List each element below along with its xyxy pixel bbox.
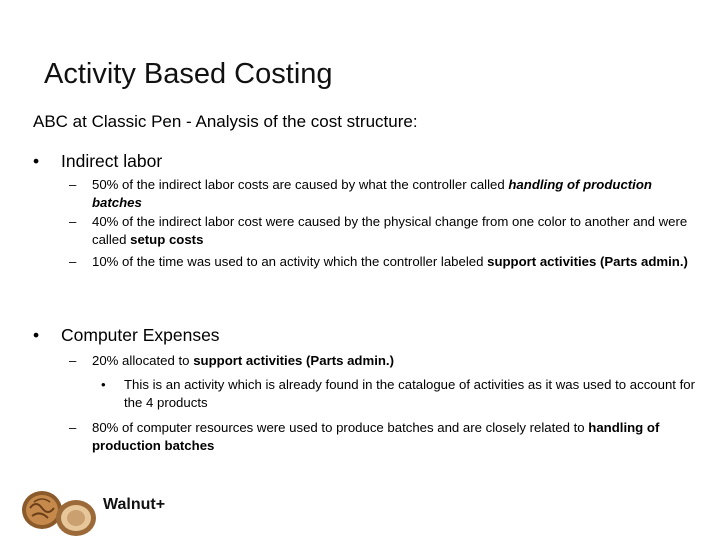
dash-marker: – xyxy=(69,177,77,192)
bullet-marker: • xyxy=(101,377,106,392)
bullet-marker: • xyxy=(33,325,40,345)
slide-title: Activity Based Costing xyxy=(44,58,333,90)
dash-marker: – xyxy=(69,254,77,269)
sub-bullet-text: 10% of the time was used to an activity which the controller labeled xyxy=(92,254,488,269)
dash-marker: – xyxy=(69,214,77,229)
sub-bullet-emphasis: support activities (Parts admin.) xyxy=(193,353,394,368)
bullet-marker: • xyxy=(33,151,40,171)
slide-subtitle: ABC at Classic Pen - Analysis of the cost structure: xyxy=(33,112,418,131)
logo-text: Walnut+ xyxy=(103,496,166,513)
dash-marker: – xyxy=(69,420,77,435)
sub-sub-bullet-catalogue xyxy=(101,376,701,412)
sub-bullet-support xyxy=(69,253,689,271)
sub-sub-bullet-text: This is an activity which is already found in the catalogue of activities as it was used to account for the 4 products xyxy=(124,377,696,410)
bullet-heading: Indirect labor xyxy=(61,151,163,171)
bullet-computer-expenses xyxy=(33,324,220,346)
sub-bullet-emphasis: support activities (Parts admin.) xyxy=(487,254,688,269)
sub-bullet-emphasis: handling of production batches xyxy=(92,177,652,210)
sub-bullet-text: 80% of computer resources were used to produce batches and are closely related to xyxy=(92,420,589,435)
sub-bullet-support-allocation xyxy=(69,352,689,370)
sub-bullet-handling xyxy=(69,176,689,212)
sub-bullet-setup xyxy=(69,213,689,249)
dash-marker: – xyxy=(69,353,77,368)
bullet-indirect-labor xyxy=(33,150,162,172)
bullet-heading: Computer Expenses xyxy=(61,325,220,345)
walnut-icon xyxy=(18,480,98,540)
sub-bullet-emphasis: setup costs xyxy=(130,232,204,247)
sub-bullet-text: 40% of the indirect labor cost were caused by the physical change from one color to another and were called xyxy=(92,214,688,247)
sub-bullet-computer-resources xyxy=(69,419,689,455)
sub-bullet-emphasis: handling of production batches xyxy=(92,420,660,453)
sub-bullet-text: 20% allocated to xyxy=(92,353,194,368)
sub-bullet-text: 50% of the indirect labor costs are caused by what the controller called xyxy=(92,177,509,192)
